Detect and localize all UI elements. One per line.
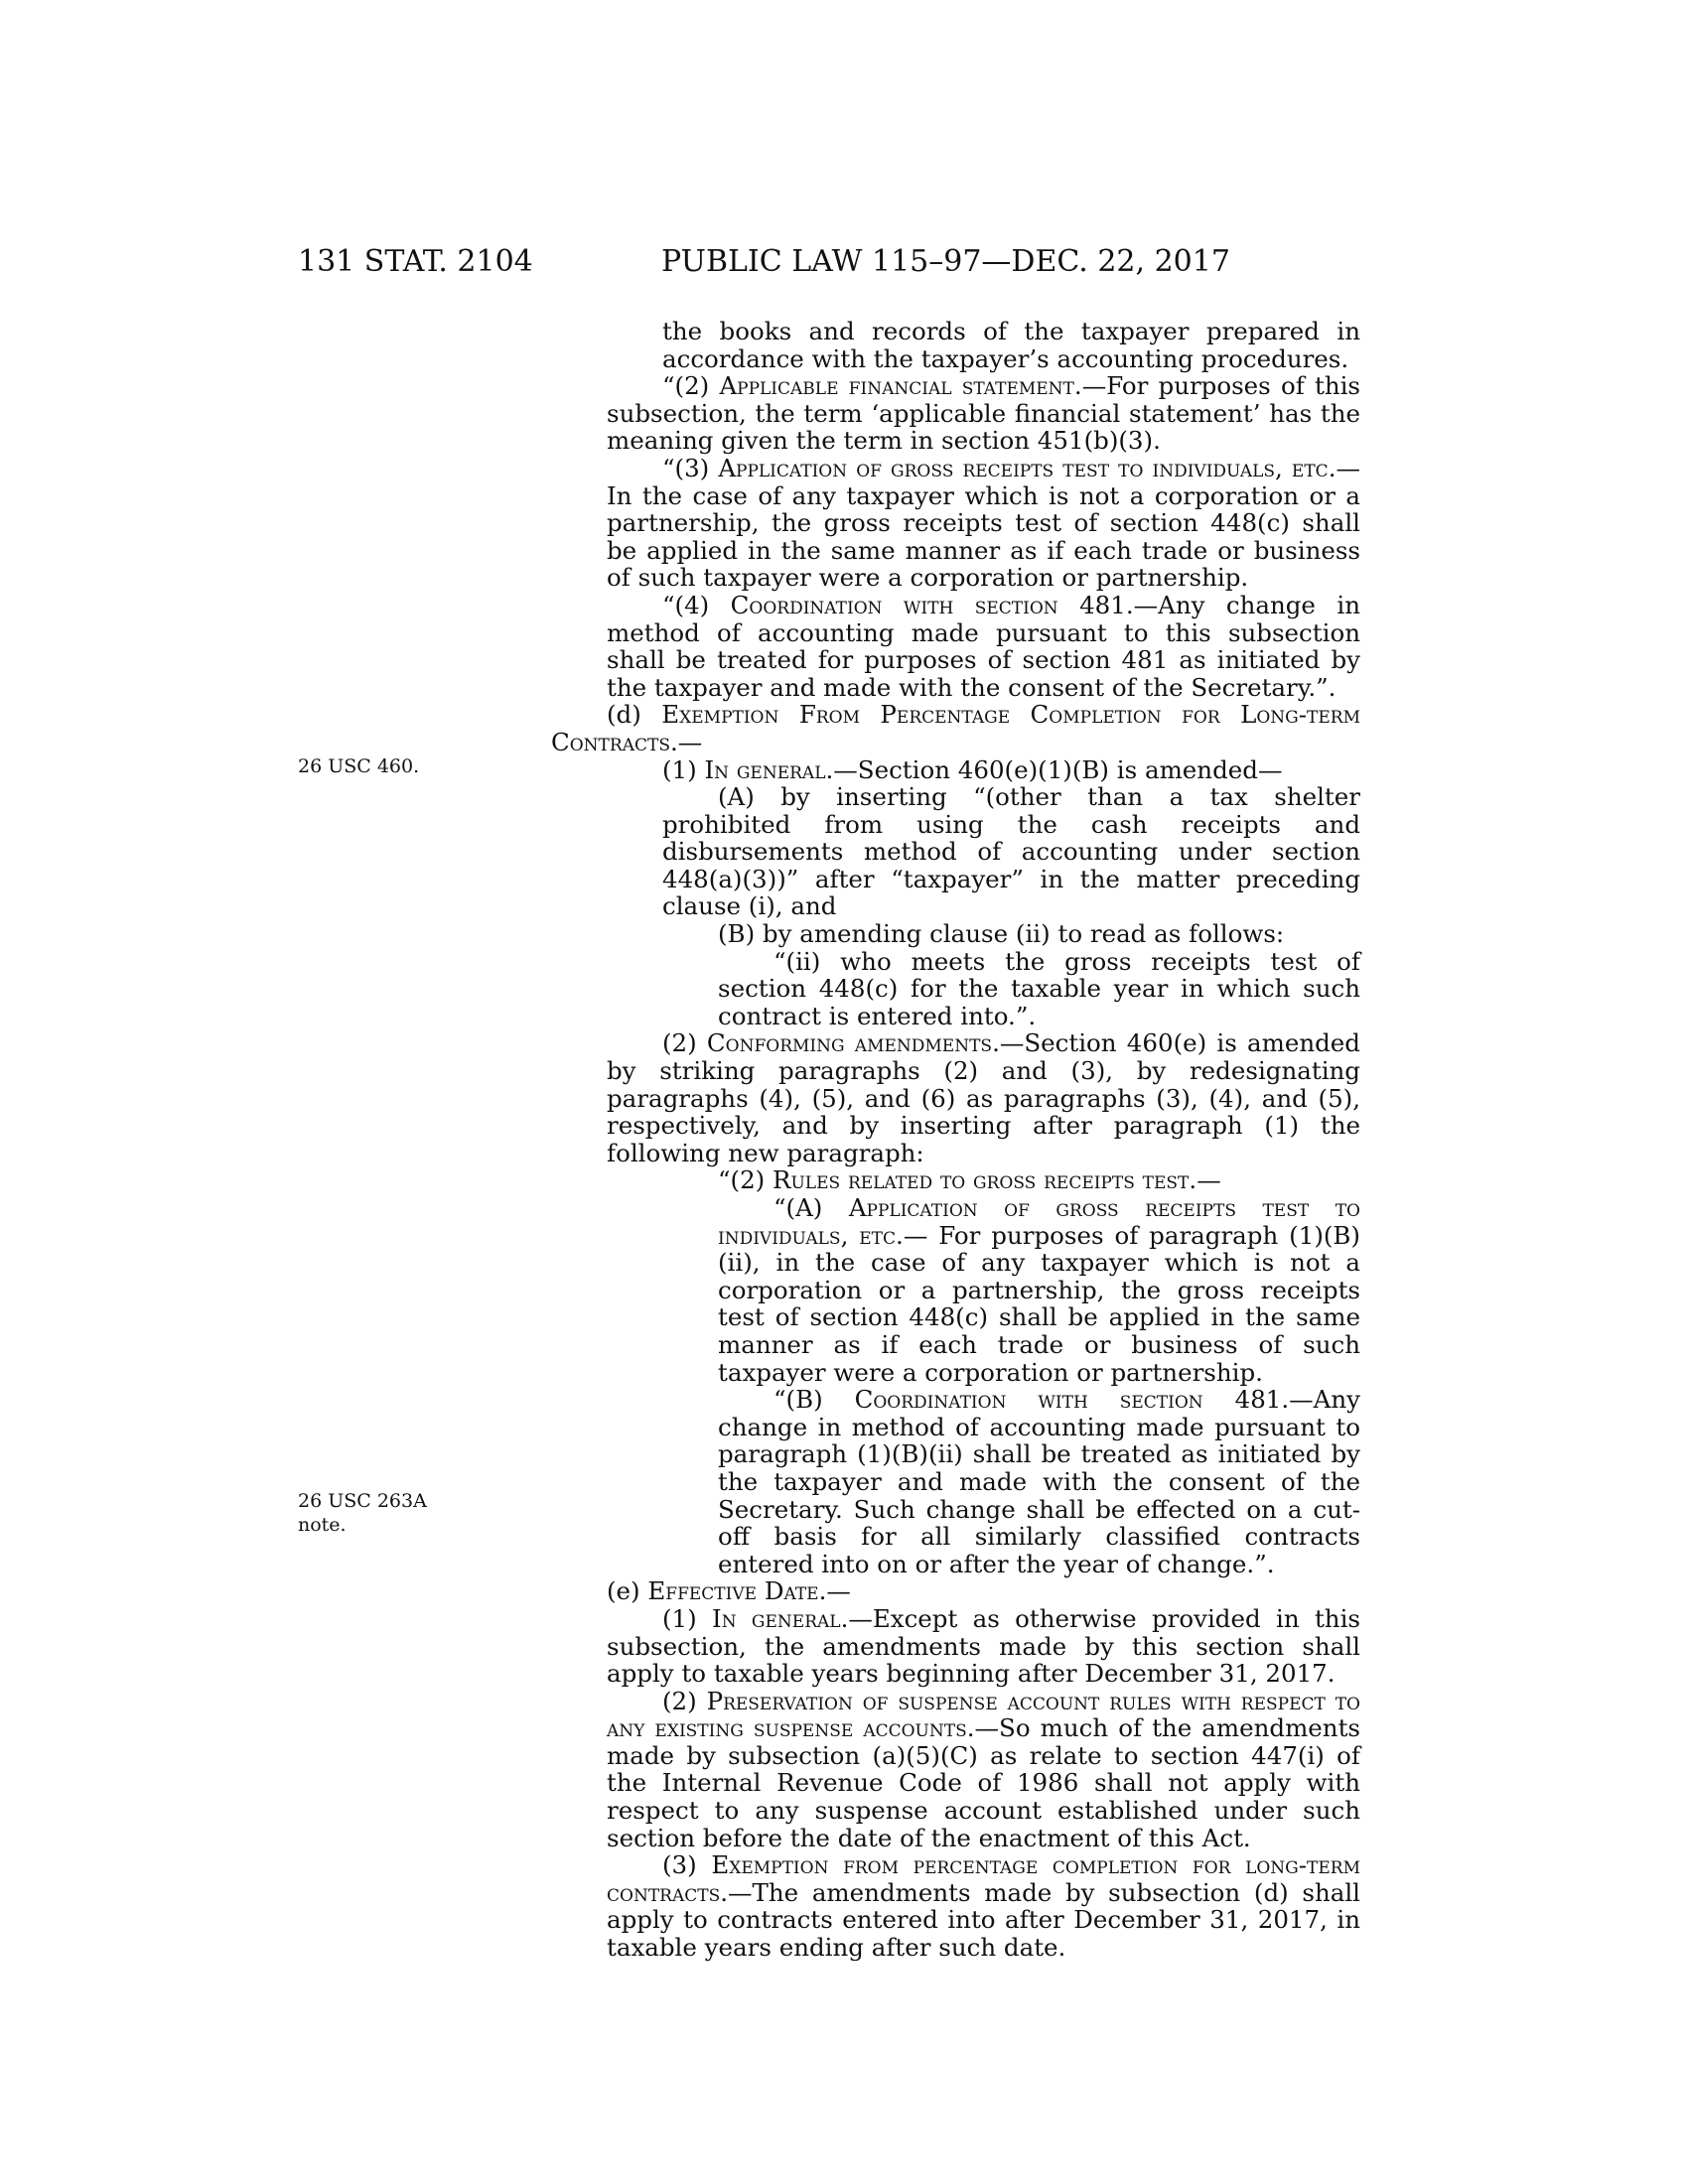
subsection-e-heading: (e) Effective Date.— — [607, 1576, 851, 1606]
subsection-d-2: (2) Conforming amendments.—Section 460(e) is amended by striking paragraphs (2) and (3), by redesignating paragraphs (4), (5), and (6) as paragraphs (3), (4), and (5), respectively, and by inserting after paragraph (1) the following new paragraph: — [607, 1028, 1360, 1167]
document-body — [551, 318, 1360, 1962]
clause-ii: “(ii) who meets the gross receipts test of section 448(c) for the taxable year in which such contract is entered into.”. — [718, 946, 1360, 1030]
subsection-e-2: (2) Preservation of suspense account rules with respect to any existing suspense accounts.—So much of the amendments made by subsection (a)(5)(C) as relate to section 447(i) of the Internal Revenue Code of 1986 shall not apply with respect to any suspense account established under such section before the date of the enactment of this Act. — [607, 1686, 1360, 1852]
rules-paragraph-2: “(2) Rules related to gross receipts test.— — [718, 1165, 1221, 1195]
rules-subparagraph-B: “(B) Coordination with section 481.—Any change in method of accounting made pursuant to paragraph (1)(B)(ii) shall be treated as initiated by the taxpayer and made with the consent of the Secretary. Such change shall be effected on a cut-off basis for all similarly classified contracts entered into on or after the year of change.”. — [718, 1385, 1360, 1578]
public-law-title: PUBLIC LAW 115–97—DEC. 22, 2017 — [661, 244, 1230, 279]
subsection-d-heading: (d) Exemption From Percentage Completion for Long-term Contracts.— — [551, 700, 1360, 756]
subsection-d-1-A: (A) by inserting “(other than a tax shelter prohibited from using the cash receipts and disbursements method of accounting under section 448(a)(3))” after “taxpayer” in the matter preceding clause (i), and — [662, 782, 1360, 921]
paragraph-continuation: the books and records of the taxpayer prepared in accordance with the taxpayer’s accounting procedures. — [662, 317, 1360, 373]
subsection-e-3: (3) Exemption from percentage completion for long-term contracts.—The amendments made by subsection (d) shall apply to contracts entered into after December 31, 2017, in taxable years ending after such date. — [607, 1850, 1360, 1963]
page-header — [298, 244, 1390, 284]
paragraph-4: “(4) Coordination with section 481.—Any change in method of accounting made pursuant to this subsection shall be treated for purposes of section 481 as initiated by the taxpayer and made with the consent of the Secretary.”. — [607, 590, 1360, 702]
statute-page-number: 131 STAT. 2104 — [298, 244, 533, 279]
paragraph-3: “(3) Application of gross receipts test to individuals, etc.—In the case of any taxpayer which is not a corporation or a partnership, the gross receipts test of section 448(c) shall be applied in the same manner as if each trade or business of such taxpayer were a corporation or partnership. — [607, 453, 1360, 593]
subsection-d-1-B: (B) by amending clause (ii) to read as follows: — [718, 919, 1285, 949]
paragraph-2: “(2) Applicable financial statement.—For purposes of this subsection, the term ‘applicable financial statement’ has the meaning given the term in section 451(b)(3). — [607, 371, 1361, 456]
rules-subparagraph-A: “(A) Application of gross receipts test to individuals, etc.— For purposes of paragraph (1)(B)(ii), in the case of any taxpayer which is not a corporation or a partnership, the gross receipts test of section 448(c) shall be applied in the same manner as if each trade or business of such taxpayer were a corporation or partnership. — [718, 1193, 1360, 1387]
subsection-e-1: (1) In general.—Except as otherwise provided in this subsection, the amendments made by this section shall apply to taxable years beginning after December 31, 2017. — [607, 1603, 1360, 1689]
subsection-d-1: (1) In general.—Section 460(e)(1)(B) is amended— — [662, 754, 1283, 784]
margin-note-usc-460: 26 USC 460. — [298, 755, 420, 777]
margin-note-usc-263a: 26 USC 263A note. — [298, 1490, 427, 1536]
